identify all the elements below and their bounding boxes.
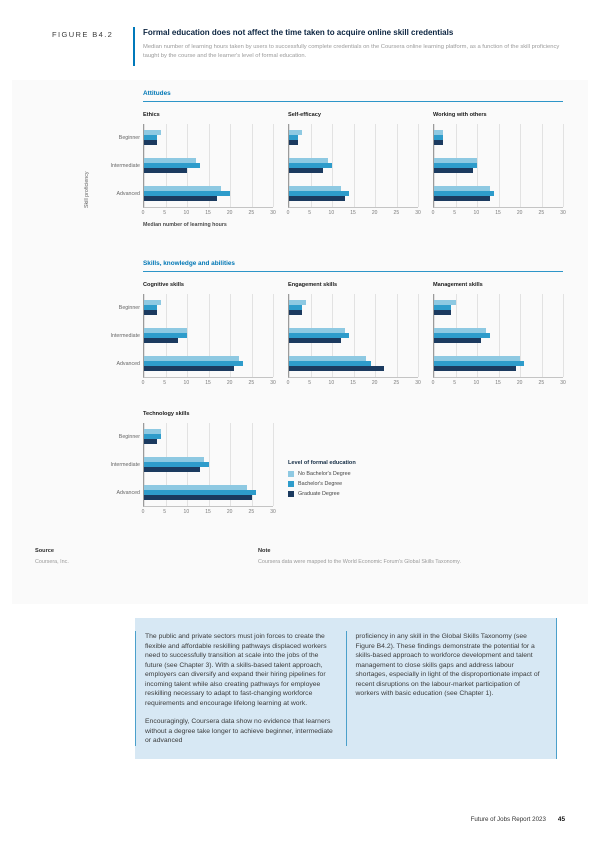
chart-title: Ethics: [143, 112, 160, 118]
bar: [434, 196, 490, 201]
bar: [434, 168, 473, 173]
x-tick: 15: [495, 210, 501, 216]
legend-item: [288, 471, 356, 477]
bar-group-beginner: [434, 300, 563, 315]
bar: [144, 495, 252, 500]
legend-item: [288, 491, 356, 497]
x-tick: 10: [328, 210, 335, 216]
x-axis: [286, 208, 421, 218]
bar: [144, 366, 234, 371]
gridline: [418, 294, 419, 377]
chart-plot: [433, 124, 563, 208]
bar-group-intermediate: [144, 328, 273, 343]
x-tick: 10: [473, 210, 480, 216]
gridline: [563, 124, 564, 207]
chart-title: Self-efficacy: [288, 112, 321, 118]
x-tick: 5: [163, 210, 167, 216]
category-axis-skills-2: [103, 423, 143, 507]
source-value: Coursera, Inc.: [35, 559, 69, 565]
note-value: Coursera data were mapped to the World Economic Forum's Global Skills Taxonomy.: [258, 559, 461, 565]
x-tick: 15: [495, 380, 501, 386]
x-tick: 25: [393, 380, 400, 386]
bar: [144, 310, 157, 315]
legend-items: [288, 471, 356, 497]
x-tick: 20: [516, 380, 523, 386]
bar: [434, 310, 451, 315]
category-label: Advanced: [116, 490, 140, 496]
bar-group-beginner: [434, 130, 563, 145]
x-tick: 25: [393, 210, 400, 216]
chart-row-skills-2: [103, 411, 276, 517]
x-tick: 25: [248, 210, 255, 216]
paragraph: proficiency in any skill in the Global Skills Taxonomy (see Figure B4.2). These findings demonstrate the potential for a skills-based approach to workforce development and talent management to close skills gaps and address labour shortages, especially in light of the disproportionate impact of recent disruptions on the labour-market participation of workers with basic education (see Chapter 1).: [355, 633, 540, 698]
x-tick: 5: [308, 380, 312, 386]
x-tick: 30: [560, 380, 566, 386]
x-tick: 25: [248, 509, 255, 515]
chart-title: Technology skills: [143, 411, 190, 417]
bar-group-intermediate: [144, 158, 273, 173]
bar-group-advanced: [289, 186, 418, 201]
x-tick: 5: [163, 509, 167, 515]
x-tick: 10: [183, 509, 190, 515]
bar: [289, 366, 384, 371]
x-tick: 5: [163, 380, 167, 386]
bar: [434, 366, 516, 371]
x-tick: 30: [270, 380, 276, 386]
category-label: Beginner: [118, 135, 140, 141]
chart-plot: [143, 423, 273, 507]
body-column-left: [135, 631, 346, 746]
x-tick: 15: [350, 210, 356, 216]
bar: [289, 338, 341, 343]
footer-page-number: 45: [557, 816, 565, 823]
legend-swatch: [288, 491, 294, 497]
x-tick: 25: [248, 380, 255, 386]
x-tick: 30: [415, 210, 421, 216]
x-tick: 0: [431, 210, 435, 216]
legend-label: Graduate Degree: [298, 491, 340, 497]
legend-item: [288, 481, 356, 487]
legend: [288, 460, 356, 501]
x-axis: [431, 378, 566, 388]
x-tick: 20: [226, 210, 233, 216]
footer-report-title: Future of Jobs Report 2023: [470, 816, 546, 823]
bar: [289, 168, 323, 173]
bar-group-advanced: [289, 356, 418, 371]
source-label: Source: [35, 548, 54, 554]
chart-self-efficacy: [286, 112, 421, 218]
x-tick: 30: [560, 210, 566, 216]
x-tick: 30: [415, 380, 421, 386]
chart-title: Engagement skills: [288, 282, 338, 288]
bar-group-beginner: [289, 130, 418, 145]
bar: [144, 140, 157, 145]
chart-management-skills: [431, 282, 566, 388]
chart-technology-skills: [141, 411, 276, 517]
category-label: Intermediate: [110, 333, 140, 339]
category-label: Intermediate: [110, 163, 140, 169]
chart-title: Working with others: [433, 112, 487, 118]
bar-group-intermediate: [289, 158, 418, 173]
category-axis-attitudes: [103, 124, 143, 208]
bar: [144, 338, 178, 343]
note-label: Note: [258, 548, 271, 554]
legend-title: Level of formal education: [288, 460, 356, 466]
bar-group-advanced: [434, 356, 563, 371]
x-tick: 0: [141, 380, 145, 386]
legend-swatch: [288, 481, 294, 487]
figure-subtitle: Median number of learning hours taken by users to successfully complete credentials on the Coursera online learning platform, as a function of the skill proficiency taught by the course and the learner's level of formal education.: [143, 44, 560, 59]
bar-group-beginner: [144, 130, 273, 145]
chart-title: Management skills: [433, 282, 483, 288]
paragraph: Encouragingly, Coursera data show no evidence that learners without a degree take longer to achieve beginner, intermediate or advanced: [145, 718, 333, 745]
chart-plot: [143, 124, 273, 208]
bar-group-beginner: [144, 300, 273, 315]
x-tick: 10: [473, 380, 480, 386]
body-column-right: [346, 631, 557, 746]
gridline: [418, 124, 419, 207]
x-tick: 20: [226, 380, 233, 386]
bar-group-advanced: [144, 485, 273, 500]
paragraph: The public and private sectors must join forces to create the flexible and affordable reskilling pathways displaced workers need to successfully transition at scale into the jobs of the future (see Chapter 3). With a skills-based talent approach, employers can diversify and expand their hiring pipelines for incoming talent while also creating pathways for employee reskilling necessary to adapt to fast-changing workforce requirements and encourage lifelong learning at work.: [145, 633, 327, 707]
x-axis: [141, 378, 276, 388]
bar-group-intermediate: [289, 328, 418, 343]
section-header-attitudes: Attitudes: [143, 90, 563, 102]
bar: [289, 196, 345, 201]
x-tick: 10: [328, 380, 335, 386]
bar: [144, 467, 200, 472]
category-axis-skills-1: [103, 294, 143, 378]
chart-plot: [288, 124, 418, 208]
bar-group-beginner: [289, 300, 418, 315]
gridline: [273, 423, 274, 506]
x-tick: 15: [205, 380, 211, 386]
x-tick: 20: [226, 509, 233, 515]
x-tick: 5: [453, 380, 457, 386]
x-tick: 5: [308, 210, 312, 216]
x-axis: [141, 507, 276, 517]
chart-title: Cognitive skills: [143, 282, 185, 288]
section-header-skills: Skills, knowledge and abilities: [143, 260, 563, 272]
x-tick: 0: [286, 210, 290, 216]
bar-group-intermediate: [434, 158, 563, 173]
category-label: Intermediate: [110, 462, 140, 468]
x-axis-label: Median number of learning hours: [143, 222, 227, 228]
category-label: Advanced: [116, 361, 140, 367]
x-axis: [286, 378, 421, 388]
bar: [144, 168, 187, 173]
figure-label: FIGURE B4.2: [52, 30, 114, 39]
gridline: [273, 294, 274, 377]
x-tick: 0: [141, 509, 145, 515]
x-tick: 15: [205, 210, 211, 216]
x-tick: 20: [371, 210, 378, 216]
legend-swatch: [288, 471, 294, 477]
chart-engagement-skills: [286, 282, 421, 388]
x-tick: 20: [371, 380, 378, 386]
category-label: Beginner: [118, 434, 140, 440]
x-tick: 0: [431, 380, 435, 386]
x-axis: [141, 208, 276, 218]
gridline: [563, 294, 564, 377]
chart-working-with-others: [431, 112, 566, 218]
bar-group-advanced: [144, 186, 273, 201]
x-tick: 5: [453, 210, 457, 216]
bar-group-intermediate: [144, 457, 273, 472]
x-tick: 15: [205, 509, 211, 515]
legend-label: No Bachelor's Degree: [298, 471, 351, 477]
chart-cognitive-skills: [141, 282, 276, 388]
bar: [289, 140, 298, 145]
x-tick: 0: [286, 380, 290, 386]
bar: [434, 338, 481, 343]
x-tick: 30: [270, 509, 276, 515]
bar: [144, 196, 217, 201]
bar-group-advanced: [144, 356, 273, 371]
x-tick: 20: [516, 210, 523, 216]
bar: [144, 439, 157, 444]
chart-plot: [288, 294, 418, 378]
header-divider: [133, 27, 135, 66]
chart-plot: [143, 294, 273, 378]
chart-row-attitudes: [103, 112, 566, 218]
bar: [289, 310, 302, 315]
x-tick: 0: [141, 210, 145, 216]
figure-title: Formal education does not affect the time taken to acquire online skill credentials: [143, 28, 454, 37]
bar-group-beginner: [144, 429, 273, 444]
x-axis: [431, 208, 566, 218]
x-tick: 25: [538, 210, 545, 216]
x-tick: 25: [538, 380, 545, 386]
chart-plot: [433, 294, 563, 378]
category-label: Beginner: [118, 305, 140, 311]
x-tick: 10: [183, 380, 190, 386]
page-footer: [471, 816, 565, 823]
gridline: [273, 124, 274, 207]
body-text-block: [135, 618, 557, 759]
bar-group-advanced: [434, 186, 563, 201]
x-tick: 30: [270, 210, 276, 216]
chart-ethics: [141, 112, 276, 218]
category-label: Advanced: [116, 191, 140, 197]
y-axis-label: Skill proficiency: [84, 171, 90, 208]
bar-group-intermediate: [434, 328, 563, 343]
x-tick: 15: [350, 380, 356, 386]
bar: [434, 140, 443, 145]
x-tick: 10: [183, 210, 190, 216]
chart-row-skills-1: [103, 282, 566, 388]
legend-label: Bachelor's Degree: [298, 481, 343, 487]
